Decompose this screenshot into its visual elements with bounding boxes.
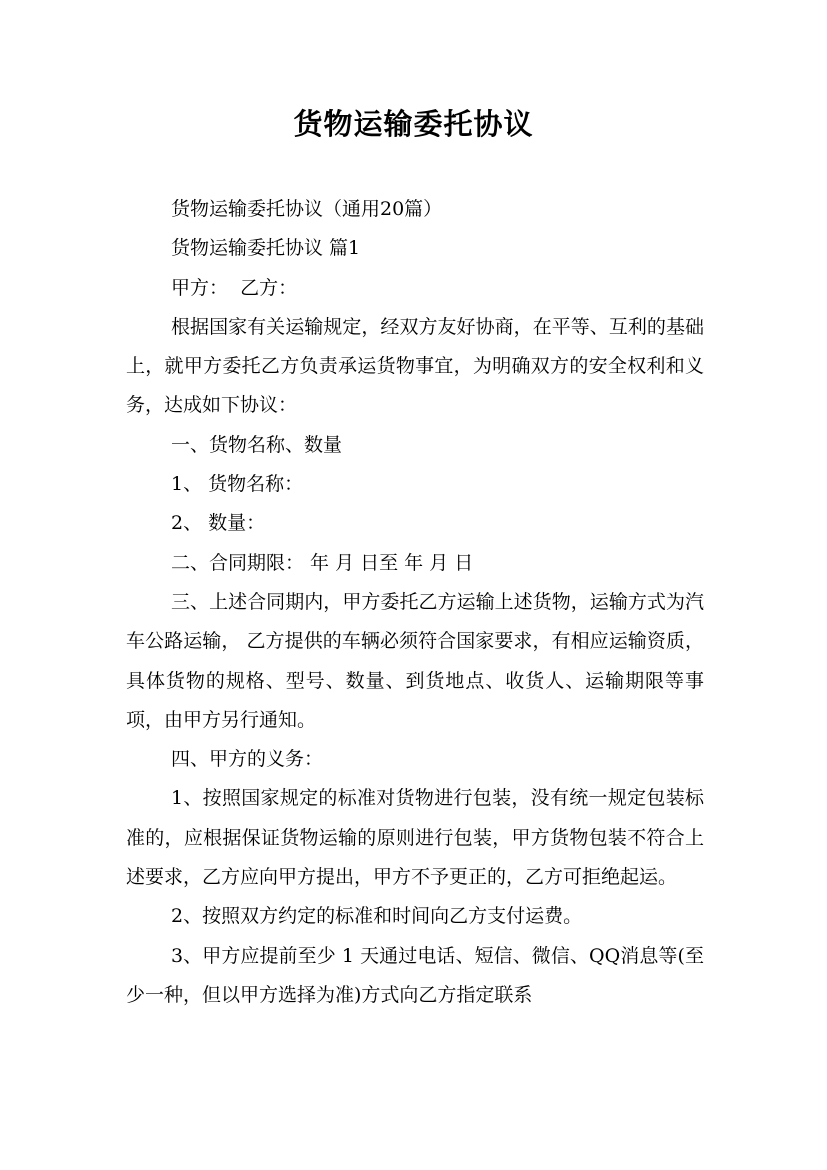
paragraph: 一、货物名称、数量 [171, 433, 343, 456]
paragraph: 根据国家有关运输规定，经双方友好协商，在平等、互利的基础上，就甲方委托乙方负责承运货物事宜，为明确双方的安全权利和义务，达成如下协议： [126, 315, 704, 417]
paragraph: 2、按照双方约定的标准和时间向乙方支付运费。 [171, 905, 583, 928]
paragraph: 1、 货物名称： [171, 473, 304, 496]
paragraph: 3、甲方应提前至少 1 天通过电话、短信、微信、QQ消息等(至少一种，但以甲方选择为准)方式向乙方指定联系 [126, 944, 704, 1006]
paragraph: 货物运输委托协议 篇1 [171, 237, 361, 260]
paragraph: 甲方： 乙方： [171, 276, 298, 299]
paragraph: 三、上述合同期内，甲方委托乙方运输上述货物，运输方式为汽车公路运输， 乙方提供的车辆必须符合国家要求，有相应运输资质，具体货物的规格、型号、数量、到货地点、收货人、运输期限等事项，由甲方另行通知。 [126, 590, 704, 731]
document-title: 货物运输委托协议 [293, 107, 534, 141]
document-body [126, 190, 704, 1015]
paragraph: 1、按照国家规定的标准对货物进行包装，没有统一规定包装标准的，应根据保证货物运输的原则进行包装，甲方货物包装不符合上述要求，乙方应向甲方提出，甲方不予更正的，乙方可拒绝起运。 [126, 787, 704, 889]
paragraph: 2、 数量： [171, 512, 266, 535]
paragraph: 二、合同期限： 年 月 日至 年 月 日 [171, 551, 474, 574]
paragraph: 货物运输委托协议（通用20篇） [171, 198, 443, 220]
paragraph: 四、甲方的义务： [171, 748, 324, 771]
